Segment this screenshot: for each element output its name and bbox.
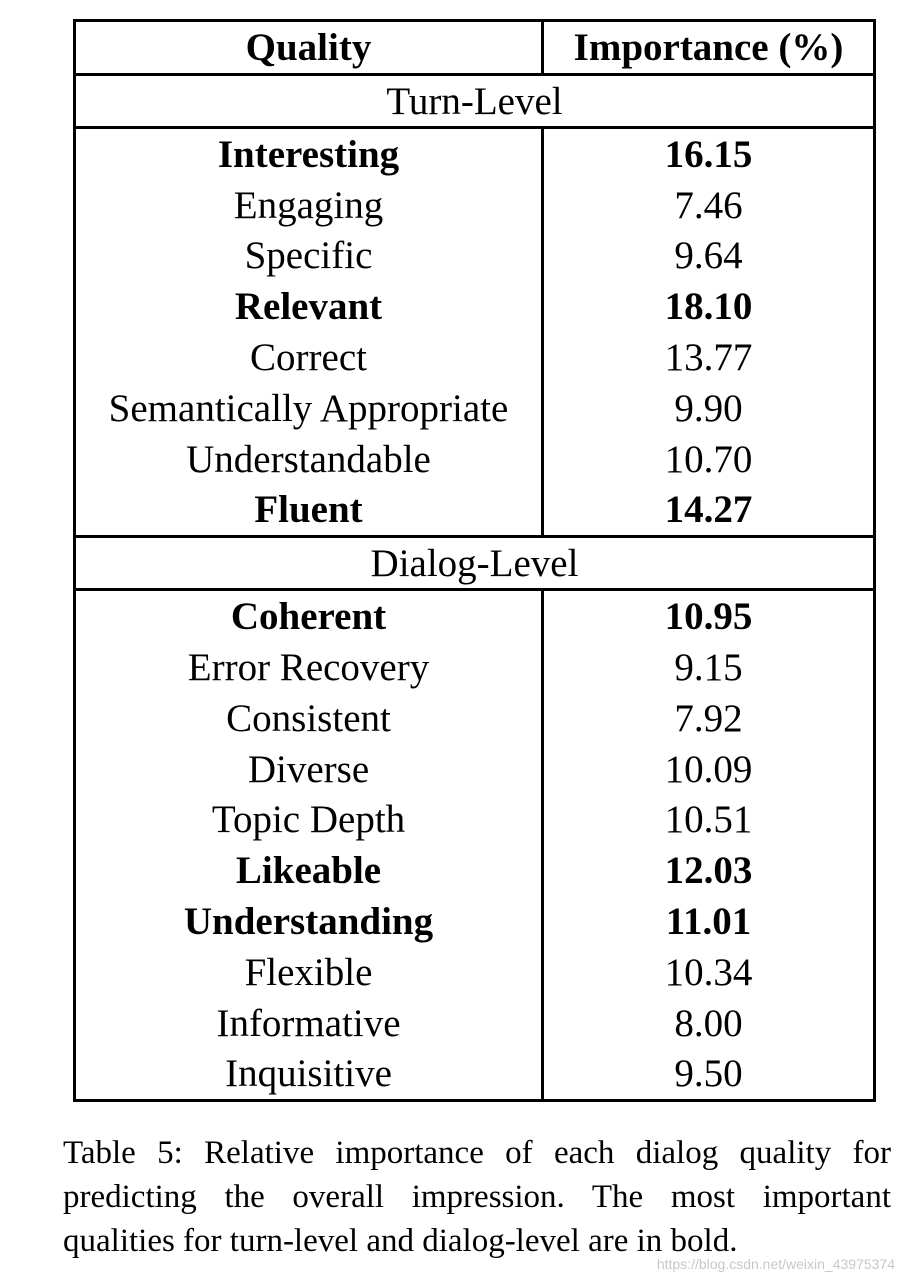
quality-cell: Fluent: [75, 485, 543, 537]
importance-cell: 9.50: [543, 1049, 875, 1101]
table-row: [75, 128, 875, 180]
table-row: [75, 383, 875, 434]
importance-cell: 9.64: [543, 231, 875, 282]
table-header-row: [75, 21, 875, 75]
quality-cell: Informative: [75, 998, 543, 1049]
importance-cell: 8.00: [543, 998, 875, 1049]
table-row: [75, 332, 875, 383]
importance-cell: 7.92: [543, 693, 875, 744]
table-row: [75, 998, 875, 1049]
table-row: [75, 180, 875, 231]
importance-cell: 18.10: [543, 281, 875, 332]
importance-cell: 10.95: [543, 590, 875, 642]
table-row: [75, 845, 875, 896]
table-body: [75, 75, 875, 1101]
table-row: [75, 642, 875, 693]
quality-cell: Understanding: [75, 896, 543, 947]
table-row: [75, 744, 875, 795]
quality-cell: Interesting: [75, 128, 543, 180]
header-importance: Importance (%): [543, 21, 875, 75]
table-row: [75, 434, 875, 485]
quality-cell: Coherent: [75, 590, 543, 642]
section-row: [75, 537, 875, 590]
quality-cell: Understandable: [75, 434, 543, 485]
quality-cell: Topic Depth: [75, 795, 543, 846]
quality-cell: Correct: [75, 332, 543, 383]
quality-cell: Diverse: [75, 744, 543, 795]
importance-cell: 13.77: [543, 332, 875, 383]
importance-cell: 11.01: [543, 896, 875, 947]
header-quality: Quality: [75, 21, 543, 75]
table-row: [75, 795, 875, 846]
importance-cell: 10.09: [543, 744, 875, 795]
importance-cell: 10.51: [543, 795, 875, 846]
importance-cell: 9.90: [543, 383, 875, 434]
quality-importance-table: [73, 19, 876, 1102]
table-row: [75, 485, 875, 537]
quality-cell: Relevant: [75, 281, 543, 332]
quality-cell: Flexible: [75, 947, 543, 998]
quality-cell: Error Recovery: [75, 642, 543, 693]
table-row: [75, 231, 875, 282]
quality-cell: Inquisitive: [75, 1049, 543, 1101]
table-row: [75, 590, 875, 642]
quality-cell: Specific: [75, 231, 543, 282]
importance-cell: 14.27: [543, 485, 875, 537]
quality-cell: Consistent: [75, 693, 543, 744]
table-row: [75, 1049, 875, 1101]
section-title: Dialog-Level: [75, 537, 875, 590]
importance-cell: 7.46: [543, 180, 875, 231]
importance-cell: 12.03: [543, 845, 875, 896]
table-row: [75, 947, 875, 998]
table-caption: Table 5: Relative importance of each dialog quality for predicting the overall impression. The most important qualities for turn-level and dialog-level are in bold.: [63, 1135, 891, 1259]
importance-cell: 16.15: [543, 128, 875, 180]
importance-cell: 10.34: [543, 947, 875, 998]
table-row: [75, 896, 875, 947]
table-row: [75, 693, 875, 744]
watermark: https://blog.csdn.net/weixin_43975374: [656, 1256, 895, 1272]
importance-cell: 10.70: [543, 434, 875, 485]
section-title: Turn-Level: [75, 75, 875, 128]
quality-cell: Engaging: [75, 180, 543, 231]
quality-cell: Likeable: [75, 845, 543, 896]
section-row: [75, 75, 875, 128]
table-row: [75, 281, 875, 332]
importance-cell: 9.15: [543, 642, 875, 693]
quality-cell: Semantically Appropriate: [75, 383, 543, 434]
